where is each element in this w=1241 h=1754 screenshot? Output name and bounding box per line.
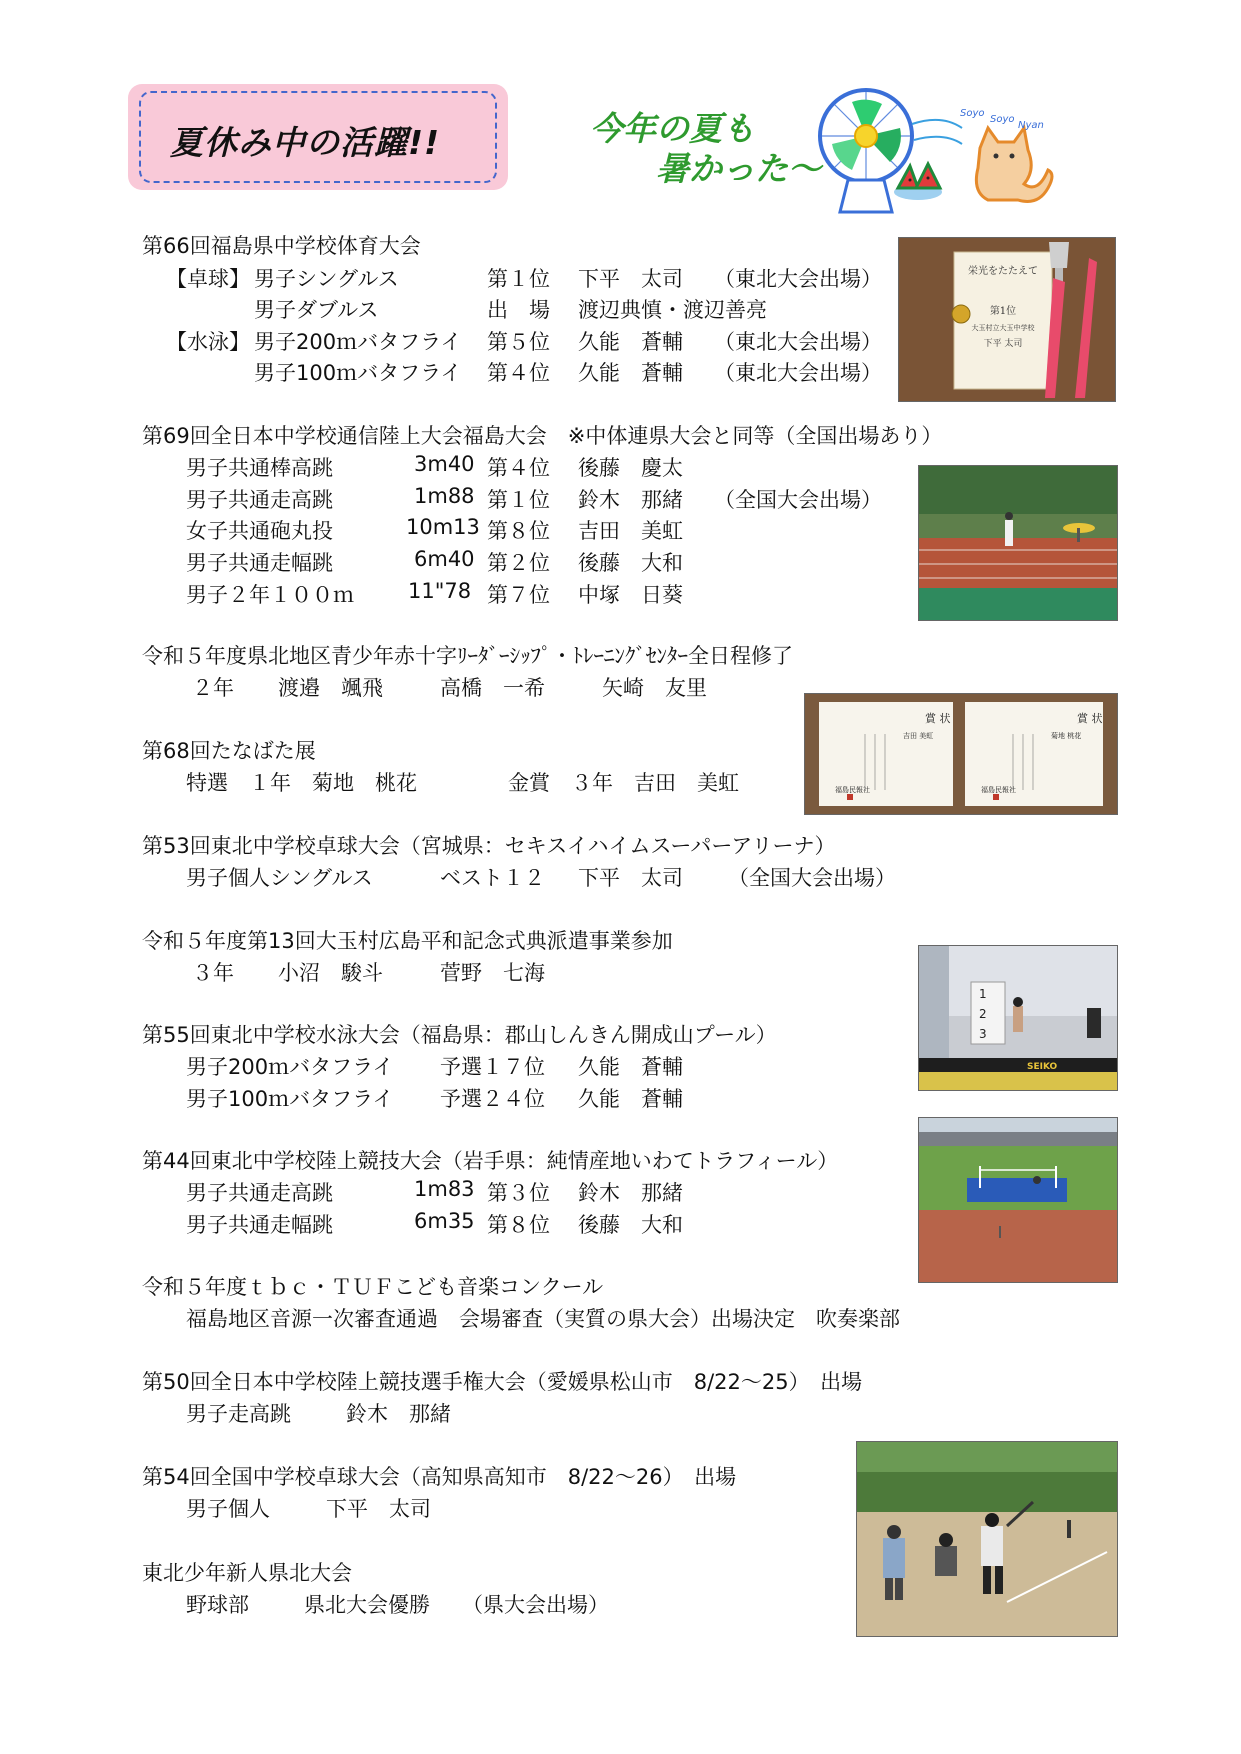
- summer-decoration: [812, 84, 1062, 224]
- mascot-text-1: Soyo: [960, 108, 985, 119]
- svg-text:2: 2: [979, 1007, 987, 1021]
- rank-label: ベスト１２: [440, 866, 545, 890]
- svg-text:福島民報社: 福島民報社: [981, 786, 1016, 794]
- section-title: 令和５年度県北地区青少年赤十字ﾘｰﾀﾞｰｼｯﾌﾟ・ﾄﾚｰﾆﾝｸﾞｾﾝﾀｰ全日程修了: [142, 644, 793, 668]
- section-title: 第53回東北中学校卓球大会（宮城県：セキスイハイムスーパーアリーナ）: [142, 834, 836, 858]
- high-jump-field-photo: [918, 1117, 1118, 1283]
- category-label: 【水泳】: [166, 330, 250, 354]
- event-label: 男子共通棒高跳: [186, 456, 333, 480]
- rank-label: 予選１７位: [440, 1055, 545, 1079]
- award-certificates-photo: [804, 693, 1118, 815]
- event-label: 男子２年１００ｍ: [186, 583, 354, 607]
- record-label: 1m83: [414, 1177, 475, 1201]
- rank-label: 第８位: [487, 519, 550, 543]
- event-label: 男子個人シングルス: [186, 866, 373, 890]
- certificate-trophy-photo: [898, 237, 1116, 402]
- result-label: 県北大会優勝: [304, 1593, 430, 1617]
- rank-label: 第３位: [487, 1181, 550, 1205]
- title-box: [128, 84, 508, 190]
- rank-label: 予選２４位: [440, 1087, 545, 1111]
- award-entry: 金賞 ３年 吉田 美虹: [508, 771, 739, 795]
- svg-text:1: 1: [979, 987, 987, 1001]
- svg-text:福島民報社: 福島民報社: [835, 786, 870, 794]
- student-name: 渡邉 颯飛: [278, 676, 383, 700]
- record-label: 11"78: [408, 579, 472, 603]
- record-label: 3m40: [414, 452, 475, 476]
- svg-text:菊地 桃花: 菊地 桃花: [1051, 732, 1082, 740]
- event-label: 女子共通砲丸投: [186, 519, 333, 543]
- rank-label: 出 場: [487, 298, 550, 322]
- student-name: 小沼 駿斗: [278, 961, 383, 985]
- rank-label: 第２位: [487, 551, 550, 575]
- event-label: 男子200ｍバタフライ: [254, 330, 462, 354]
- team-label: 野球部: [186, 1593, 249, 1617]
- svg-text:3: 3: [979, 1027, 987, 1041]
- event-label: 男子走高跳: [186, 1402, 291, 1426]
- athlete-name: 久能 蒼輔: [578, 1087, 683, 1111]
- watermelon-icon: [894, 164, 942, 200]
- rank-label: 第４位: [487, 456, 550, 480]
- svg-text:下平 太司: 下平 太司: [983, 339, 1023, 349]
- baseball-game-photo: [856, 1441, 1118, 1637]
- award-entry: 特選 １年 菊地 桃花: [186, 771, 417, 795]
- event-label: 男子100ｍバタフライ: [254, 361, 462, 385]
- athlete-name: 下平 太司: [326, 1497, 431, 1521]
- event-label: 男子100ｍバタフライ: [186, 1087, 394, 1111]
- section-title: 第54回全国中学校卓球大会（高知県高知市 8/22～26） 出場: [142, 1465, 737, 1489]
- event-label: 男子200ｍバタフライ: [186, 1055, 394, 1079]
- event-label: 男子共通走幅跳: [186, 1213, 333, 1237]
- swimming-pool-photo: [918, 945, 1118, 1091]
- event-label: 男子ダブルス: [254, 298, 379, 322]
- note-label: （東北大会出場）: [714, 330, 882, 354]
- note-label: （東北大会出場）: [714, 267, 882, 291]
- athlete-name: 久能 蒼輔: [578, 361, 683, 385]
- section-title: 第55回東北中学校水泳大会（福島県：郡山しんきん開成山プール）: [142, 1023, 777, 1047]
- grade-label: ３年: [192, 961, 234, 985]
- svg-text:第1位: 第1位: [989, 306, 1017, 317]
- section-title: 令和５年度ｔｂｃ・ＴＵＦこども音楽コンクール: [142, 1275, 604, 1299]
- svg-text:賞 状: 賞 状: [1077, 712, 1103, 725]
- section-title: 第50回全日本中学校陸上競技選手権大会（愛媛県松山市 8/22～25） 出場: [142, 1370, 863, 1394]
- section-title: 第66回福島県中学校体育大会: [142, 234, 421, 258]
- svg-text:吉田 美虹: 吉田 美虹: [903, 732, 934, 740]
- note-label: （全国大会出場）: [714, 488, 882, 512]
- note-label: （県大会出場）: [462, 1593, 609, 1617]
- catch-line-2: 暑かった～: [656, 149, 821, 188]
- event-label: 男子シングルス: [254, 267, 399, 291]
- note-label: （全国大会出場）: [728, 866, 896, 890]
- athlete-name: 後藤 大和: [578, 1213, 683, 1237]
- result-line: 福島地区音源一次審査通過 会場審査（実質の県大会）出場決定 吹奏楽部: [186, 1307, 900, 1331]
- record-label: 1m88: [414, 484, 475, 508]
- svg-text:賞 状: 賞 状: [925, 712, 951, 725]
- mascot-text-3: Nyan: [1018, 120, 1044, 131]
- athlete-name: 鈴木 那緒: [578, 488, 683, 512]
- athlete-name: 鈴木 那緒: [346, 1402, 451, 1426]
- student-name: 菅野 七海: [440, 961, 545, 985]
- athlete-name: 下平 太司: [578, 866, 683, 890]
- athlete-name: 久能 蒼輔: [578, 330, 683, 354]
- record-label: 6m40: [414, 547, 475, 571]
- section-title: 東北少年新人県北大会: [142, 1561, 352, 1585]
- svg-text:SEIKO: SEIKO: [1027, 1062, 1058, 1072]
- athlete-name: 下平 太司: [578, 267, 683, 291]
- rank-label: 第７位: [487, 583, 550, 607]
- section-title: 第68回たなばた展: [142, 739, 316, 763]
- rank-label: 第１位: [487, 488, 550, 512]
- athlete-name: 吉田 美虹: [578, 519, 683, 543]
- athlete-name: 中塚 日葵: [578, 583, 683, 607]
- event-label: 男子個人: [186, 1497, 270, 1521]
- athlete-name: 後藤 大和: [578, 551, 683, 575]
- student-name: 矢崎 友里: [602, 676, 707, 700]
- event-label: 男子共通走幅跳: [186, 551, 333, 575]
- rank-label: 第４位: [487, 361, 550, 385]
- rank-label: 第５位: [487, 330, 550, 354]
- rank-label: 第１位: [487, 267, 550, 291]
- grade-label: ２年: [192, 676, 234, 700]
- section-title: 第69回全日本中学校通信陸上大会福島大会 ※中体連県大会と同等（全国出場あり）: [142, 424, 943, 448]
- athlete-name: 鈴木 那緒: [578, 1181, 683, 1205]
- svg-text:大玉村立大玉中学校: 大玉村立大玉中学校: [971, 324, 1035, 332]
- section-title: 第44回東北中学校陸上競技大会（岩手県：純情産地いわてトラフィール）: [142, 1149, 839, 1173]
- rank-label: 第８位: [487, 1213, 550, 1237]
- record-label: 10m13: [406, 515, 480, 539]
- note-label: （東北大会出場）: [714, 361, 882, 385]
- section-title: 令和５年度第13回大玉村広島平和記念式典派遣事業参加: [142, 929, 673, 953]
- category-label: 【卓球】: [166, 267, 250, 291]
- page-title: 夏休み中の活躍!!: [170, 123, 441, 162]
- mascot-text-2: Soyo: [990, 114, 1015, 125]
- catch-line-1: 今年の夏も: [590, 109, 755, 148]
- student-name: 高橋 一希: [440, 676, 545, 700]
- event-label: 男子共通走高跳: [186, 1181, 333, 1205]
- athlete-name: 久能 蒼輔: [578, 1055, 683, 1079]
- track-field-photo: [918, 465, 1118, 621]
- athlete-name: 渡辺典慎・渡辺善亮: [578, 298, 767, 322]
- svg-text:栄光をたたえて: 栄光をたたえて: [968, 266, 1038, 277]
- cat-icon: [976, 128, 1052, 202]
- athlete-name: 後藤 慶太: [578, 456, 683, 480]
- event-label: 男子共通走高跳: [186, 488, 333, 512]
- record-label: 6m35: [414, 1209, 475, 1233]
